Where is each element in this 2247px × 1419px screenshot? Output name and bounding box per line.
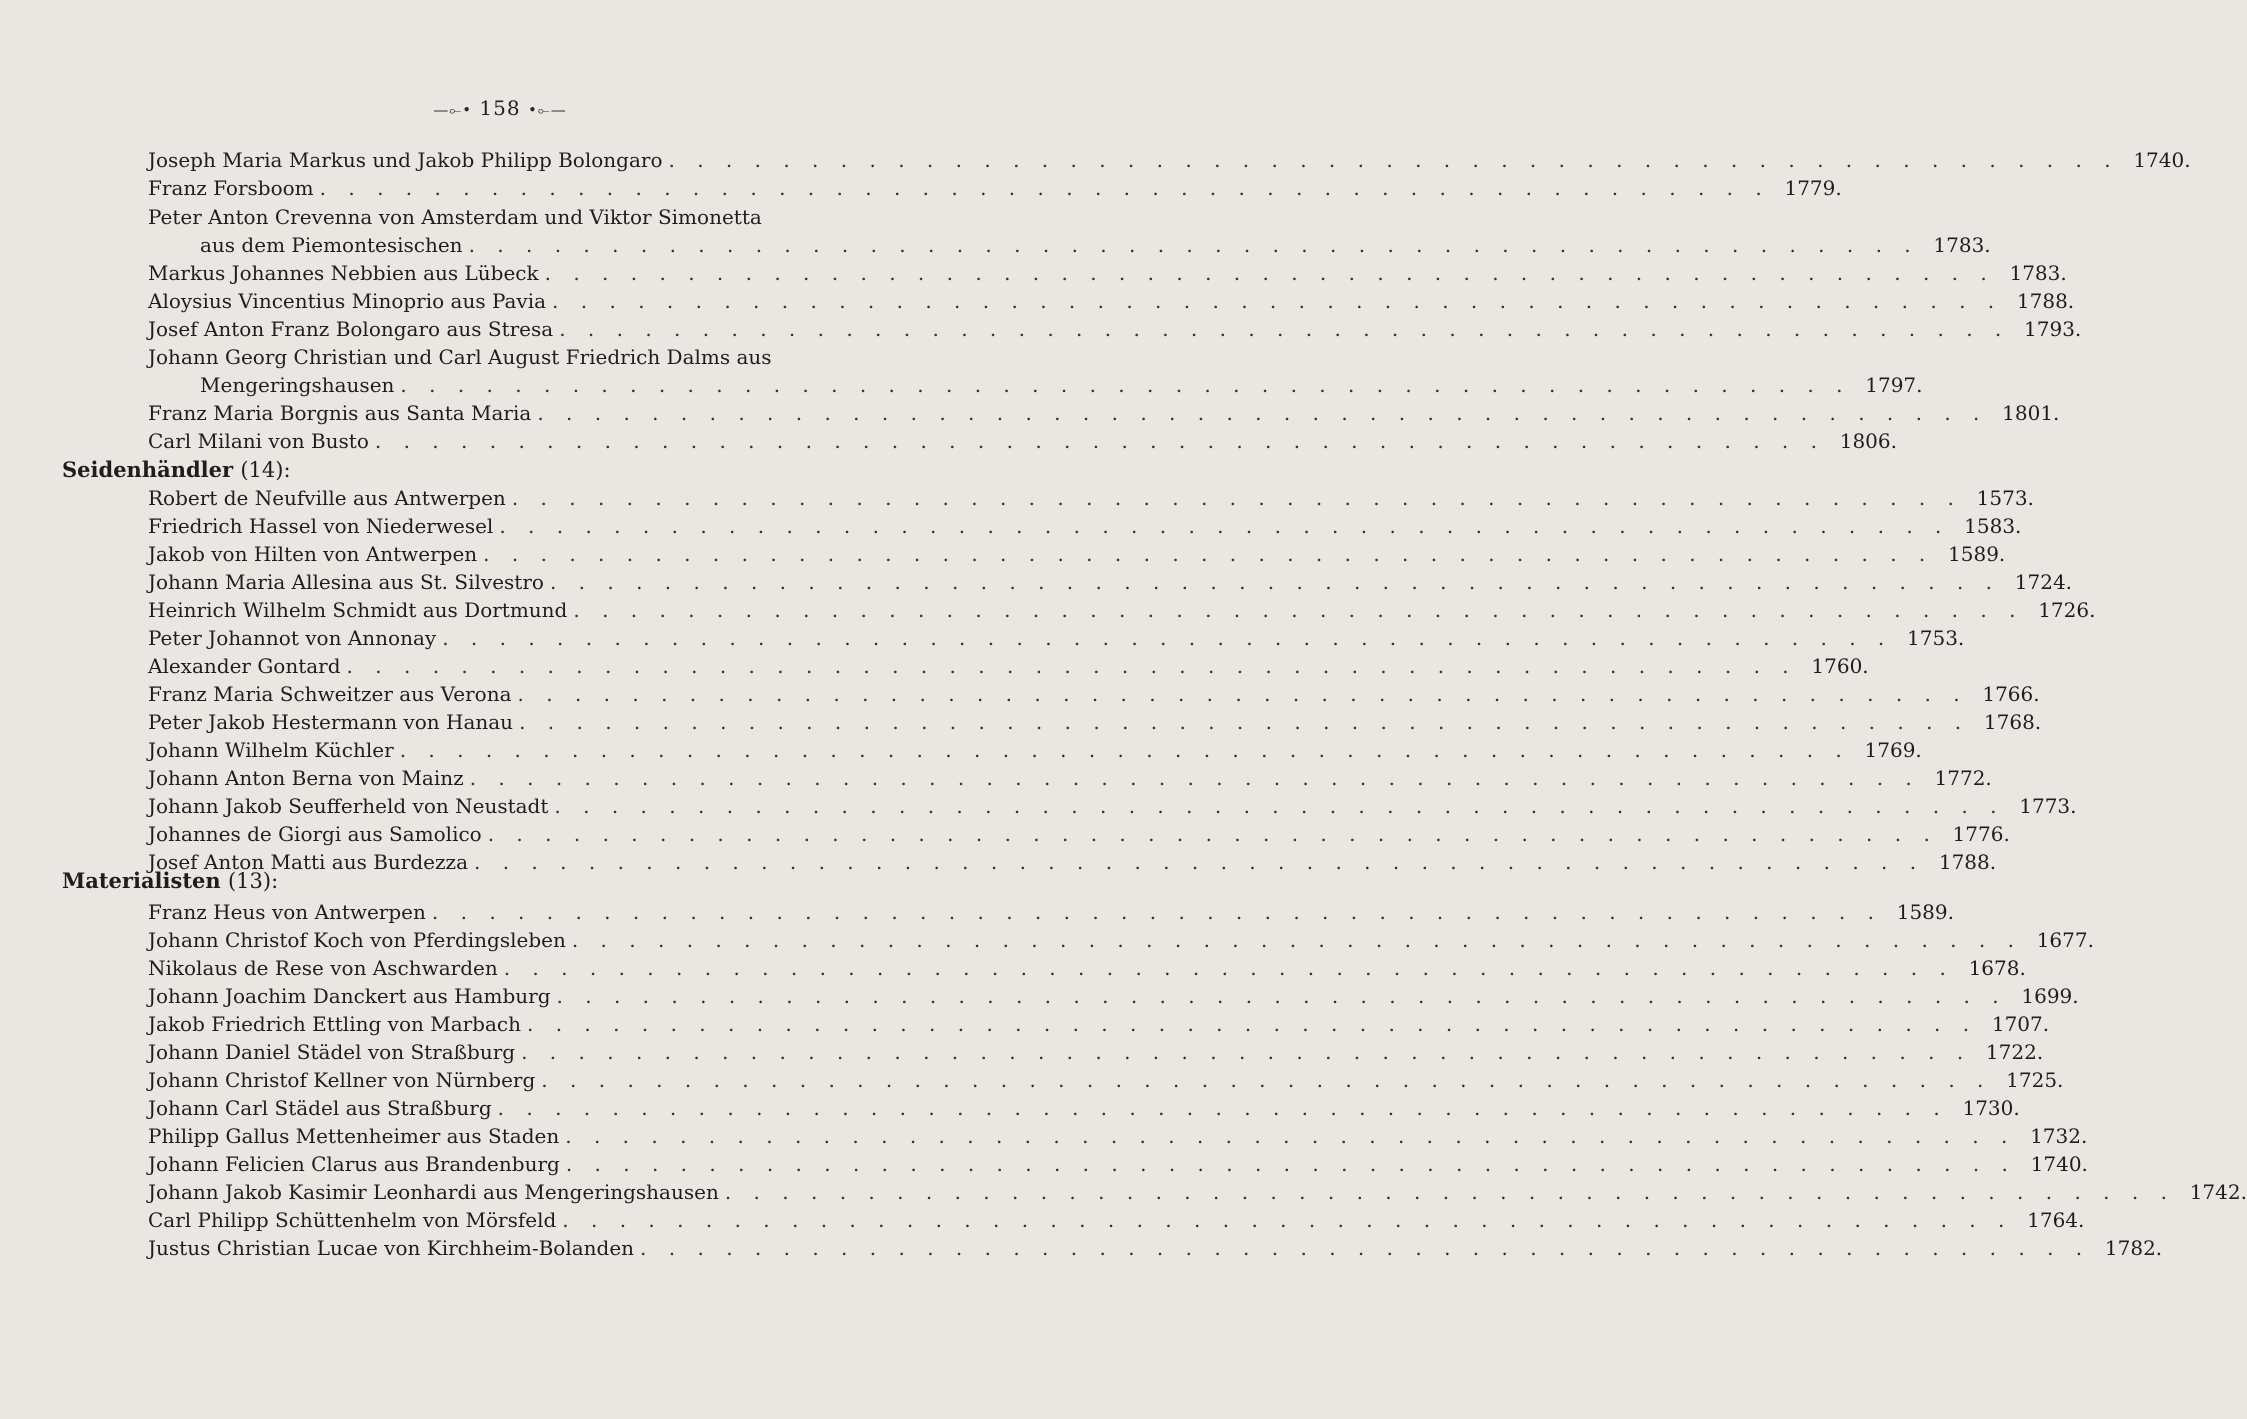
ornament-right-icon: •⟜— bbox=[527, 101, 567, 119]
list-item: Johannes de Giorgi aus Samolico . . . . . . . . . . . . . . . . . . . . . . . . . . . . . . . . . . . . . . . . . . . . . . . . . . . 1776. bbox=[148, 822, 2010, 846]
list-item: Johann Wilhelm Küchler . . . . . . . . . . . . . . . . . . . . . . . . . . . . . . . . . . . . . . . . . . . . . . . . . . . 1769. bbox=[148, 738, 1922, 762]
list-item: Johann Felicien Clarus aus Brandenburg . . . . . . . . . . . . . . . . . . . . . . . . . . . . . . . . . . . . . . . . . . . . . . . . . . . 1740. bbox=[148, 1152, 2088, 1176]
list-item: Johann Jakob Kasimir Leonhardi aus Mengeringshausen . . . . . . . . . . . . . . . . . . . . . . . . . . . . . . . . . . . . . . . . . . . . . . . . . . . 1742. bbox=[148, 1180, 2247, 1204]
list-item: Carl Milani von Busto . . . . . . . . . . . . . . . . . . . . . . . . . . . . . . . . . . . . . . . . . . . . . . . . . . . 1806. bbox=[148, 429, 1897, 453]
list-item: Peter Johannot von Annonay . . . . . . . . . . . . . . . . . . . . . . . . . . . . . . . . . . . . . . . . . . . . . . . . . . . 1753. bbox=[148, 626, 1965, 650]
list-item: Franz Maria Borgnis aus Santa Maria . . . . . . . . . . . . . . . . . . . . . . . . . . . . . . . . . . . . . . . . . . . . . . . . . . . 1801. bbox=[148, 401, 2060, 425]
list-item: Johann Carl Städel aus Straßburg . . . . . . . . . . . . . . . . . . . . . . . . . . . . . . . . . . . . . . . . . . . . . . . . . . . 1730. bbox=[148, 1096, 2020, 1120]
list-item: Heinrich Wilhelm Schmidt aus Dortmund . . . . . . . . . . . . . . . . . . . . . . . . . . . . . . . . . . . . . . . . . . . . . . . . . . . 1726. bbox=[148, 598, 2096, 622]
list-item: Franz Heus von Antwerpen . . . . . . . . . . . . . . . . . . . . . . . . . . . . . . . . . . . . . . . . . . . . . . . . . . . 1589. bbox=[148, 900, 1954, 924]
list-item: Joseph Maria Markus und Jakob Philipp Bolongaro . . . . . . . . . . . . . . . . . . . . . . . . . . . . . . . . . . . . . . . . . . . . . . . . . . . 1740. bbox=[148, 148, 2191, 172]
list-item: Mengeringshausen . . . . . . . . . . . . . . . . . . . . . . . . . . . . . . . . . . . . . . . . . . . . . . . . . . . 1797. bbox=[200, 373, 1923, 397]
section-heading-material: Materialisten (13): bbox=[62, 868, 279, 893]
ornament-left-icon: —⟜• bbox=[433, 101, 473, 119]
list-item: Alexander Gontard . . . . . . . . . . . . . . . . . . . . . . . . . . . . . . . . . . . . . . . . . . . . . . . . . . . 1760. bbox=[148, 654, 1869, 678]
list-item: Johann Joachim Danckert aus Hamburg . . . . . . . . . . . . . . . . . . . . . . . . . . . . . . . . . . . . . . . . . . . . . . . . . . . 1699. bbox=[148, 984, 2079, 1008]
list-item: Johann Christof Koch von Pferdingsleben . . . . . . . . . . . . . . . . . . . . . . . . . . . . . . . . . . . . . . . . . . . . . . . . . . . 1677. bbox=[148, 928, 2094, 952]
list-item: Johann Daniel Städel von Straßburg . . . . . . . . . . . . . . . . . . . . . . . . . . . . . . . . . . . . . . . . . . . . . . . . . . . 1722. bbox=[148, 1040, 2044, 1064]
list-item: Johann Christof Kellner von Nürnberg . . . . . . . . . . . . . . . . . . . . . . . . . . . . . . . . . . . . . . . . . . . . . . . . . . . 1725. bbox=[148, 1068, 2064, 1092]
list-item: Philipp Gallus Mettenheimer aus Staden . . . . . . . . . . . . . . . . . . . . . . . . . . . . . . . . . . . . . . . . . . . . . . . . . . . 1732. bbox=[148, 1124, 2088, 1148]
list-item: Jakob Friedrich Ettling von Marbach . . . . . . . . . . . . . . . . . . . . . . . . . . . . . . . . . . . . . . . . . . . . . . . . . . . 1707. bbox=[148, 1012, 2050, 1036]
list-item: Carl Philipp Schüttenhelm von Mörsfeld . . . . . . . . . . . . . . . . . . . . . . . . . . . . . . . . . . . . . . . . . . . . . . . . . . . 1764. bbox=[148, 1208, 2085, 1232]
list-item: Peter Anton Crevenna von Amsterdam und Viktor Simonetta bbox=[148, 205, 762, 229]
list-item: Johann Georg Christian und Carl August Friedrich Dalms aus bbox=[148, 345, 772, 369]
list-item: Nikolaus de Rese von Aschwarden . . . . . . . . . . . . . . . . . . . . . . . . . . . . . . . . . . . . . . . . . . . . . . . . . . . 1678. bbox=[148, 956, 2026, 980]
list-item: Josef Anton Franz Bolongaro aus Stresa . . . . . . . . . . . . . . . . . . . . . . . . . . . . . . . . . . . . . . . . . . . . . . . . . . . 1793. bbox=[148, 317, 2082, 341]
list-item: aus dem Piemontesischen . . . . . . . . . . . . . . . . . . . . . . . . . . . . . . . . . . . . . . . . . . . . . . . . . . . 1783. bbox=[200, 233, 1991, 257]
list-item: Johann Maria Allesina aus St. Silvestro . . . . . . . . . . . . . . . . . . . . . . . . . . . . . . . . . . . . . . . . . . . . . . . . . . . 1724. bbox=[148, 570, 2073, 594]
list-item: Johann Jakob Seufferheld von Neustadt . . . . . . . . . . . . . . . . . . . . . . . . . . . . . . . . . . . . . . . . . . . . . . . . . . . 1773. bbox=[148, 794, 2077, 818]
list-item: Josef Anton Matti aus Burdezza . . . . . . . . . . . . . . . . . . . . . . . . . . . . . . . . . . . . . . . . . . . . . . . . . . . 1788. bbox=[148, 850, 1997, 874]
list-item: Peter Jakob Hestermann von Hanau . . . . . . . . . . . . . . . . . . . . . . . . . . . . . . . . . . . . . . . . . . . . . . . . . . . 1768. bbox=[148, 710, 2042, 734]
list-item: Justus Christian Lucae von Kirchheim-Bolanden . . . . . . . . . . . . . . . . . . . . . . . . . . . . . . . . . . . . . . . . . . . . . . . . . . . 1782. bbox=[148, 1236, 2163, 1260]
list-item: Friedrich Hassel von Niederwesel . . . . . . . . . . . . . . . . . . . . . . . . . . . . . . . . . . . . . . . . . . . . . . . . . . . 1583. bbox=[148, 514, 2022, 538]
list-item: Jakob von Hilten von Antwerpen . . . . . . . . . . . . . . . . . . . . . . . . . . . . . . . . . . . . . . . . . . . . . . . . . . . 1589. bbox=[148, 542, 2006, 566]
list-item: Robert de Neufville aus Antwerpen . . . . . . . . . . . . . . . . . . . . . . . . . . . . . . . . . . . . . . . . . . . . . . . . . . . 1573. bbox=[148, 486, 2034, 510]
list-item: Franz Forsboom . . . . . . . . . . . . . . . . . . . . . . . . . . . . . . . . . . . . . . . . . . . . . . . . . . . 1779. bbox=[148, 176, 1842, 200]
list-item: Aloysius Vincentius Minoprio aus Pavia . . . . . . . . . . . . . . . . . . . . . . . . . . . . . . . . . . . . . . . . . . . . . . . . . . . 1788. bbox=[148, 289, 2075, 313]
section-heading-silk: Seidenhändler (14): bbox=[62, 457, 291, 482]
list-item: Markus Johannes Nebbien aus Lübeck . . . . . . . . . . . . . . . . . . . . . . . . . . . . . . . . . . . . . . . . . . . . . . . . . . . 1783. bbox=[148, 261, 2067, 285]
list-item: Johann Anton Berna von Mainz . . . . . . . . . . . . . . . . . . . . . . . . . . . . . . . . . . . . . . . . . . . . . . . . . . . 1772. bbox=[148, 766, 1992, 790]
page-number-text: 158 bbox=[479, 96, 521, 120]
list-item: Franz Maria Schweitzer aus Verona . . . . . . . . . . . . . . . . . . . . . . . . . . . . . . . . . . . . . . . . . . . . . . . . . . . 1766. bbox=[148, 682, 2040, 706]
